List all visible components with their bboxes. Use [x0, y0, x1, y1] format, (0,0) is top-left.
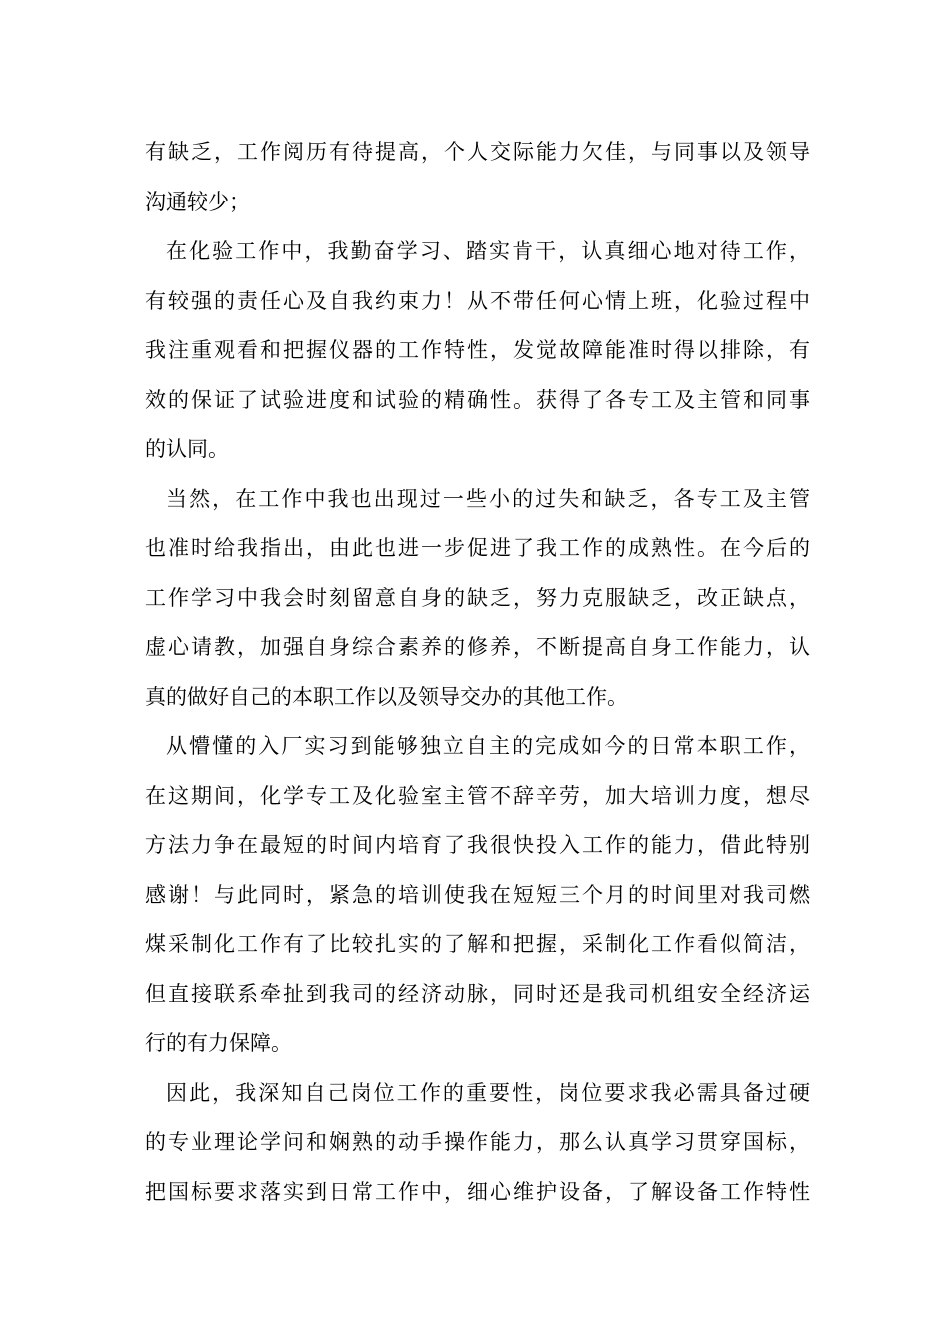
text-line: 但直接联系牵扯到我司的经济动脉，同时还是我司机组安全经济运 [145, 981, 810, 1006]
text-line: 有缺乏，工作阅历有待提高，个人交际能力欠佳，与同事以及领导 [145, 140, 810, 164]
text-line: 也准时给我指出，由此也进一步促进了我工作的成熟性。在今后的 [145, 536, 810, 560]
text-line: 在这期间，化学专工及化验室主管不辞辛劳，加大培训力度，想尽 [145, 783, 810, 808]
text-line: 的专业理论学问和娴熟的动手操作能力，那么认真学习贯穿国标， [145, 1130, 810, 1154]
text-line: 沟通较少； [145, 189, 250, 214]
paragraph-first-line: 在化验工作中，我勤奋学习、踏实肯干，认真细心地对待工作， [166, 239, 810, 263]
text-line: 效的保证了试验进度和试验的精确性。获得了各专工及主管和同事 [145, 387, 810, 412]
text-line: 真的做好自己的本职工作以及领导交办的其他工作。 [145, 684, 628, 709]
paragraph-first-line: 因此，我深知自己岗位工作的重要性，岗位要求我必需具备过硬 [166, 1080, 810, 1105]
text-line: 煤采制化工作有了比较扎实的了解和把握，采制化工作看似简洁， [145, 932, 810, 956]
text-line: 虚心请教，加强自身综合素养的修养，不断提高自身工作能力，认 [145, 635, 810, 659]
text-line: 我注重观看和把握仪器的工作特性，发觉故障能准时得以排除，有 [145, 338, 810, 362]
paragraph-first-line: 当然，在工作中我也出现过一些小的过失和缺乏，各专工及主管 [166, 486, 810, 511]
text-line: 感谢！与此同时，紧急的培训使我在短短三个月的时间里对我司燃 [145, 882, 810, 907]
document-body [145, 128, 810, 1217]
text-line: 行的有力保障。 [145, 1031, 292, 1055]
text-line: 方法力争在最短的时间内培育了我很快投入工作的能力，借此特别 [145, 833, 810, 857]
text-line: 把国标要求落实到日常工作中，细心维护设备，了解设备工作特性 [145, 1179, 810, 1204]
text-line: 有较强的责任心及自我约束力！从不带任何心情上班，化验过程中 [145, 288, 810, 313]
text-line: 工作学习中我会时刻留意自身的缺乏，努力克服缺乏，改正缺点， [145, 585, 810, 610]
paragraph-first-line: 从懵懂的入厂实习到能够独立自主的完成如今的日常本职工作， [166, 734, 810, 758]
text-line: 的认同。 [145, 437, 229, 461]
